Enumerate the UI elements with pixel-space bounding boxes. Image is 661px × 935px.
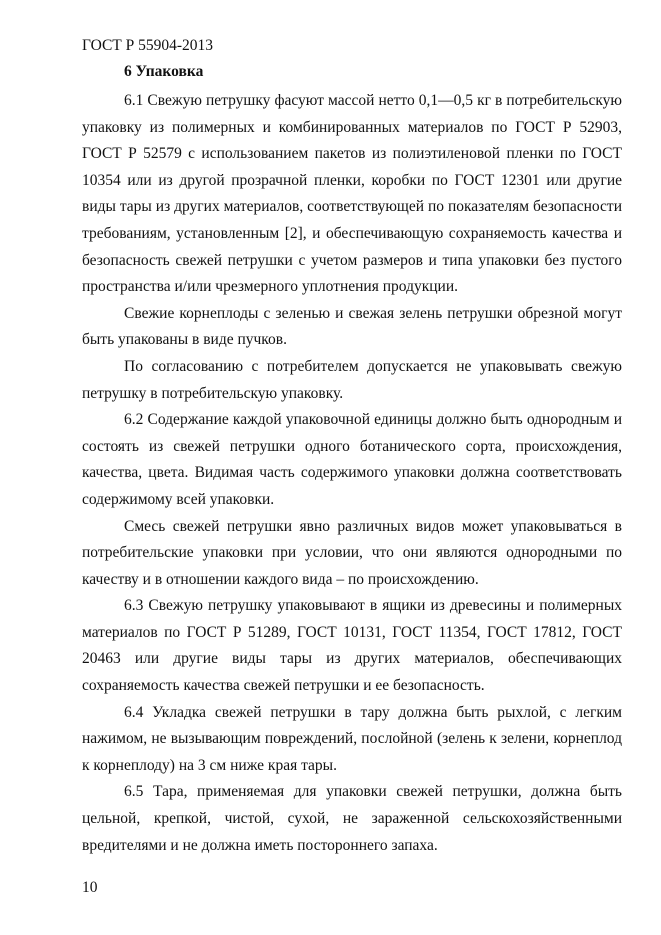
paragraph-no-packaging: По согласованию с потребителем допускается не упаковывать свежую петрушку в потребительскую упаковку. [82, 357, 622, 402]
paragraph-6-1: 6.1 Свежую петрушку фасуют массой нетто 0,1—0,5 кг в потребительскую упаковку из полимерных и комбинированных материалов по ГОСТ Р 52903, ГОСТ Р 52579 с использованием пакетов из полиэтиленовой пленки по ГОСТ 10354 или из другой прозрачной пленки, коробки по ГОСТ 12301 или другие виды тары из других материалов, соответствующей по показателям безопасности требованиям, установленным [2], и обеспечивающую сохраняемость качества и безопасность свежей петрушки с учетом размеров и типа упаковки без пустого пространства и/или чрезмерного уплотнения продукции. [82, 92, 622, 296]
paragraph-6-3: 6.3 Свежую петрушку упаковывают в ящики из древесины и полимерных материалов по ГОСТ Р 51289, ГОСТ 10131, ГОСТ 11354, ГОСТ 17812, ГОСТ 20463 или другие виды тары из других материалов, обеспечивающих сохраняемость качества свежей петрушки и ее безопасность. [82, 597, 622, 695]
paragraph-6-5: 6.5 Тара, применяемая для упаковки свежей петрушки, должна быть цельной, крепкой, чистой, сухой, не зараженной сельскохозяйственными вредителями и не должна иметь постороннего запаха. [82, 783, 622, 854]
paragraph-6-2: 6.2 Содержание каждой упаковочной единицы должно быть однородным и состоять из свежей петрушки одного ботанического сорта, происхождения, качества, цвета. Видимая часть содержимого упаковки должна соответствовать содержимому всей упаковки. [82, 411, 622, 508]
paragraph-bunches: Свежие корнеплоды с зеленью и свежая зелень петрушки обрезной могут быть упакованы в виде пучков. [82, 304, 622, 349]
section-title: 6 Упаковка [124, 63, 204, 80]
page-number: 10 [82, 879, 98, 896]
paragraph-6-4: 6.4 Укладка свежей петрушки в тару должна быть рыхлой, с легким нажимом, не вызывающим повреждений, послойной (зелень к зелени, корнеплод к корнеплоду) на 3 см ниже края тары. [82, 703, 622, 774]
paragraph-mixture: Смесь свежей петрушки явно различных видов может упаковываться в потребительские упаковки при условии, что они являются однородными по качеству и в отношении каждого вида – по происхождению. [82, 517, 622, 588]
section-body [82, 88, 622, 859]
document-header: ГОСТ Р 55904-2013 [82, 37, 214, 54]
